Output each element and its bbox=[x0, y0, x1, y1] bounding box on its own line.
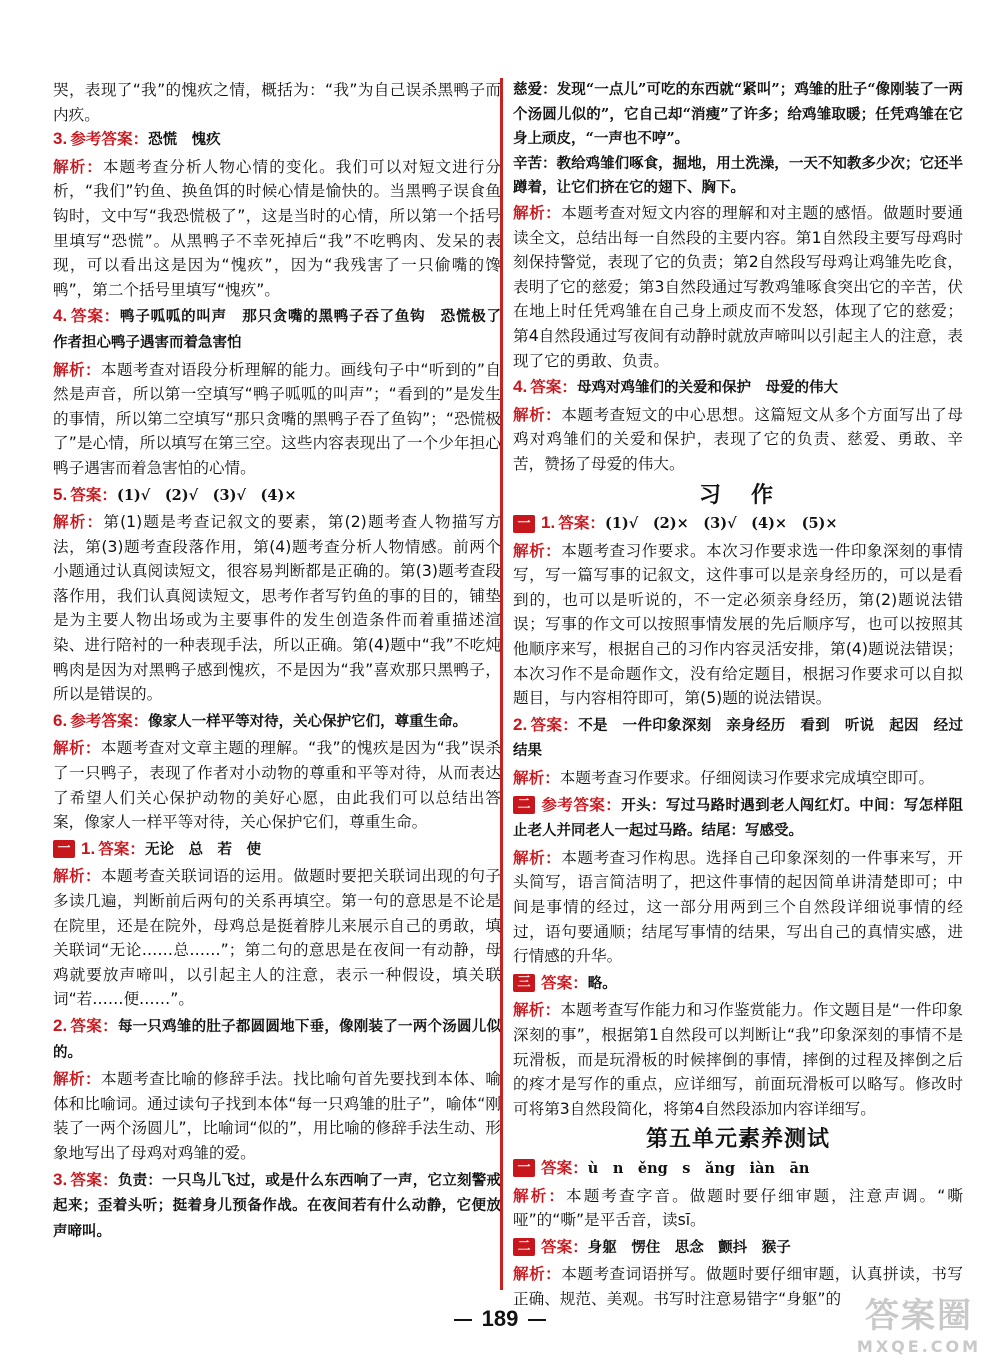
explanation-text: 本题考查字音。做题时要仔细审题，注意声调。“嘶哑”的“嘶”是平舌音，读sī。 bbox=[513, 1186, 963, 1230]
explanation-label: 解析： bbox=[53, 513, 104, 532]
explanation-text: 本题考查关联词语的运用。做题时要把关联词出现的句子多读几遍，判断前后两句的关系再填空。第一句的意思是不论是在院里，还是在院外，母鸡总是挺着脖儿来展示自己的勇敢，填关联词“无论……总……”；第二句的意思是在夜间一有动静，母鸡就要放声啼叫，以引起主人的注意，表示一种假设，填关联词“若……便……”。 bbox=[53, 867, 501, 1009]
explanation-text: 本题考查习作要求。仔细阅读习作要求完成填空即可。 bbox=[559, 769, 935, 788]
explanation bbox=[53, 510, 501, 707]
answer-label: 答案： bbox=[70, 307, 121, 326]
answer-item bbox=[513, 375, 963, 401]
explanation-label: 解析： bbox=[513, 769, 560, 788]
section-marker: 一 bbox=[53, 840, 75, 858]
answer-continuation: 辛苦：教给鸡雏们啄食，掘地，用土洗澡，一天不知教多少次；它还半蹲着，让它们挤在它的翅下、胸下。 bbox=[513, 154, 963, 197]
answer-label: 答案： bbox=[98, 839, 145, 858]
section-heading: 第五单元素养测试 bbox=[645, 1126, 830, 1153]
answer-label: 答案： bbox=[530, 378, 577, 397]
answer-label: 答案： bbox=[541, 1237, 588, 1256]
explanation-label: 解析： bbox=[513, 541, 562, 560]
answer-label: 答案： bbox=[70, 485, 117, 504]
answer-item bbox=[513, 793, 963, 844]
answer-item bbox=[53, 304, 516, 355]
answer-text: 母鸡对鸡雏们的关爱和保护 母爱的伟大 bbox=[576, 379, 838, 397]
question-number: 3. bbox=[53, 129, 68, 149]
explanation bbox=[513, 539, 963, 711]
answer-item bbox=[53, 127, 501, 153]
section-marker: 一 bbox=[513, 1159, 535, 1177]
explanation-label: 解析： bbox=[513, 203, 562, 222]
answer-label: 答案： bbox=[70, 1170, 118, 1189]
question-number: 5. bbox=[53, 484, 68, 504]
explanation-text: 第(1)题是考查记叙文的要素，第(2)题考查人物描写方法，第(3)题考查段落作用，第(4)题考查分析人物情感。前两个小题通过认真阅读短文，很容易判断都是正确的。第(3)题考查段落作用，我们认真阅读短文，思考作者写钓鱼的事的目的，铺垫是为主要人物出场或为主要事件的发生创造条件而着重描述渲染、进行陪衬的一种表现手法，所以正确。第(4)题中“我”不吃炖鸭肉是因为对黑鸭子感到愧疚，不是因为“我”喜欢那只黑鸭子，所以是错误的。 bbox=[53, 513, 501, 704]
dash-left bbox=[454, 1319, 472, 1321]
explanation-text: 本题考查对文章主题的理解。“我”的愧疚是因为“我”误杀了一只鸭子，表现了作者对小动物的尊重和平等对待，从而表达了希望人们关心保护动物的美好心愿，由此我们可以总结出答案，像家人一样平等对待，关心保护它们，尊重生命。 bbox=[53, 739, 501, 832]
answer-text: 不是 一件印象深刻 亲身经历 看到 听说 起因 经过 结果 bbox=[513, 716, 978, 760]
explanation bbox=[513, 1184, 963, 1233]
explanation bbox=[53, 864, 501, 1012]
explanation-label: 解析： bbox=[513, 848, 562, 867]
answer-text: 无论 总 若 使 bbox=[144, 840, 261, 858]
question-number: 4. bbox=[513, 377, 528, 397]
answer-item bbox=[53, 1014, 501, 1065]
explanation-text: 本题考查习作要求。本次习作要求选一件印象深刻的事情写，写一篇写事的记叙文，这件事可以是亲身经历的，可以是看到的，也可以是听说的，不一定必须亲身经历，第(2)题说法错误；写事的作文可以按照事情发展的先后顺序写，也可以按照其他顺序来写，根据自己的习作内容灵活安排，第(4)题说法错误；本次习作不是命题作文，没有给定题目，根据习作要求可以自拟题目，与内容相符即可，第(5)题的说法错误。 bbox=[513, 541, 963, 708]
section-marker: 二 bbox=[513, 796, 535, 814]
explanation bbox=[513, 403, 963, 477]
answer-label: 答案： bbox=[541, 973, 588, 992]
answer-item bbox=[513, 511, 963, 537]
explanation-text: 本题考查比喻的修辞手法。找比喻句首先要找到本体、喻体和比喻词。通过读句子找到本体“每一只鸡雏的肚子”，喻体“刚装了一两个汤圆儿”，比喻词“似的”，用比喻的修辞手法生动、形象地写出了母鸡对鸡雏的爱。 bbox=[53, 1070, 501, 1162]
question-number: 2. bbox=[53, 1015, 68, 1035]
explanation-label: 解析： bbox=[53, 360, 101, 379]
answer-text: ù n ěng s ǎng iàn ān bbox=[587, 1159, 810, 1177]
explanation-text: 本题考查写作能力和习作鉴赏能力。作文题目是“一件印象深刻的事”，根据第1自然段可以判断让“我”印象深刻的事情不是玩滑板，而是玩滑板的时候摔倒的事情，摔倒的过程及摔倒之后的疼才是写作的重点，应详细写，前面玩滑板可以略写。修改时可将第3自然段简化，将第4自然段添加内容详细写。 bbox=[513, 1001, 963, 1118]
answer-text: 恐慌 愧疚 bbox=[148, 131, 221, 149]
question-number: 4. bbox=[53, 306, 68, 326]
question-number: 2. bbox=[513, 714, 528, 734]
explanation bbox=[513, 998, 963, 1121]
explanation-text: 本题考查对语段分析理解的能力。画线句子中“听到的”自然是声音，所以第一空填写“鸭子呱呱的叫声”；“看到的”是发生的事情，所以第二空填写“那只贪嘴的黑鸭子吞了鱼钩”；“恐慌极了”是心情，所以填写在第三空。这些内容表现出了一个少年担心鸭子遇害而着急害怕的心情。 bbox=[53, 360, 501, 477]
answer-item bbox=[53, 483, 501, 509]
explanation bbox=[513, 766, 963, 791]
explanation-text: 本题考查短文的中心思想。这篇短文从多个方面写出了母鸡对鸡雏们的关爱和保护，表现了它的负责、慈爱、勇敢、辛苦，赞扬了母爱的伟大。 bbox=[513, 405, 963, 473]
answer-item bbox=[513, 713, 978, 764]
answer-continuation: 慈爱：发现“一点儿”可吃的东西就“紧叫”；鸡雏的肚子“像刚装了一两个汤圆儿似的”，它自己却“消瘦”了许多；给鸡雏取暖；任凭鸡雏在它身上顽皮，“一声也不哼”。 bbox=[513, 81, 963, 148]
section-marker: 三 bbox=[513, 974, 535, 992]
answer-text: 略。 bbox=[587, 974, 617, 992]
answer-item bbox=[53, 1168, 501, 1245]
answer-text: 身躯 愣住 思念 颤抖 猴子 bbox=[587, 1238, 791, 1256]
answer-item bbox=[513, 971, 963, 997]
left-column bbox=[53, 78, 516, 1244]
answer-label: 答案： bbox=[558, 514, 605, 533]
question-number: 1. bbox=[541, 513, 556, 533]
explanation-label: 解析： bbox=[53, 739, 101, 758]
answer-text: (1)√ (2)√ (3)√ (4)× bbox=[116, 486, 297, 504]
answer-label: 参考答案： bbox=[70, 130, 149, 149]
answer-text: 负责：一只鸟儿飞过，或是什么东西响了一声，它立刻警戒起来；歪着头听；挺着身儿预备作战。在夜间若有什么动静，它便放声啼叫。 bbox=[53, 1171, 501, 1240]
column-divider bbox=[500, 78, 503, 1290]
section-heading: 习 作 bbox=[698, 481, 777, 508]
question-number: 1. bbox=[81, 838, 96, 858]
page-number-text: 189 bbox=[481, 1306, 519, 1331]
watermark-url: MXQE.COM bbox=[856, 1337, 982, 1356]
explanation-text: 本题考查对短文内容的理解和对主题的感悟。做题时要通读全文，总结出每一自然段的主要内容。第1自然段主要写母鸡时刻保持警觉，表现了它的负责；第2自然段写母鸡让鸡雏先吃食，表明了它的慈爱；第3自然段通过写教鸡雏啄食突出它的辛苦，伏在地上时任凭鸡雏在自己身上顽皮而不发怒，体现了它的慈爱；第4自然段通过写夜间有动静时就放声啼叫以引起主人的注意，表现了它的勇敢、负责。 bbox=[513, 203, 963, 370]
explanation-label: 解析： bbox=[513, 1265, 562, 1284]
explanation bbox=[53, 736, 501, 834]
question-number: 6. bbox=[53, 710, 68, 730]
section-marker: 二 bbox=[513, 1238, 535, 1256]
explanation-label: 解析： bbox=[513, 405, 562, 424]
explanation-label: 解析： bbox=[53, 867, 102, 886]
explanation bbox=[53, 358, 501, 481]
section-marker: 一 bbox=[513, 515, 535, 533]
answer-label: 参考答案： bbox=[541, 795, 622, 814]
answer-label: 答案： bbox=[530, 715, 579, 734]
dash-right bbox=[528, 1319, 546, 1321]
answer-label: 答案： bbox=[541, 1158, 588, 1177]
watermark-title: 答案圈 bbox=[865, 1296, 973, 1336]
answer-text: 开头：写过马路时遇到老人闯红灯。中间：写怎样阻止老人并同老人一起过马路。结尾：写感受。 bbox=[513, 796, 963, 840]
explanation-label: 解析： bbox=[513, 1001, 561, 1020]
explanation bbox=[513, 201, 963, 373]
paragraph: 哭，表现了“我”的愧疚之情，概括为：“我”为自己误杀黑鸭子而内疚。 bbox=[53, 81, 501, 124]
answer-text: 每一只鸡雏的肚子都圆圆地下垂，像刚装了一两个汤圆儿似的。 bbox=[53, 1017, 501, 1061]
answer-item bbox=[53, 709, 501, 735]
answer-label: 参考答案： bbox=[70, 711, 149, 730]
explanation-text: 本题考查习作构思。选择自己印象深刻的一件事来写，开头简写，语言简洁明了，把这件事情的起因简单讲清楚即可；中间是事情的经过，这一部分用两到三个自然段详细说事情的经过，语句要通顺；结尾写事情的结果，写出自己的真情实感，进行情感的升华。 bbox=[513, 848, 963, 966]
explanation bbox=[53, 1067, 501, 1165]
explanation-label: 解析： bbox=[513, 1186, 567, 1205]
explanation-label: 解析： bbox=[53, 1070, 102, 1089]
right-column bbox=[513, 78, 978, 1312]
answer-label: 答案： bbox=[70, 1016, 118, 1035]
answer-text: 鸭子呱呱的叫声 那只贪嘴的黑鸭子吞了鱼钩 恐慌极了 作者担心鸭子遇害而着急害怕 bbox=[53, 308, 516, 351]
explanation bbox=[53, 155, 501, 303]
explanation-text: 本题考查分析人物心情的变化。我们可以对短文进行分析，“我们”钓鱼、换鱼饵的时候心情是愉快的。当黑鸭子误食鱼钩时，文中写“我恐慌极了”，这是当时的心情，所以第一个括号里填写“恐慌”。从黑鸭子不幸死掉后“我”不吃鸭肉、发呆的表现，可以看出这是因为“愧疚”，因为“我残害了一只偷嘴的馋鸭”，第二个括号里填写“愧疚”。 bbox=[53, 157, 501, 299]
answer-text: 像家人一样平等对待，关心保护它们，尊重生命。 bbox=[148, 712, 468, 730]
watermark-logo bbox=[844, 1295, 994, 1365]
explanation bbox=[513, 846, 963, 969]
explanation-label: 解析： bbox=[53, 157, 103, 176]
answer-item bbox=[513, 1156, 963, 1182]
question-number: 3. bbox=[53, 1169, 68, 1189]
explanation-text: 本题考查词语拼写。做题时要仔细审题，认真拼读，书写正确、规范、美观。书写时注意易错字“身躯”的 bbox=[513, 1265, 963, 1308]
answer-item bbox=[513, 1235, 963, 1261]
answer-item bbox=[53, 837, 501, 863]
answer-text: (1)√ (2)× (3)√ (4)× (5)× bbox=[604, 515, 838, 533]
